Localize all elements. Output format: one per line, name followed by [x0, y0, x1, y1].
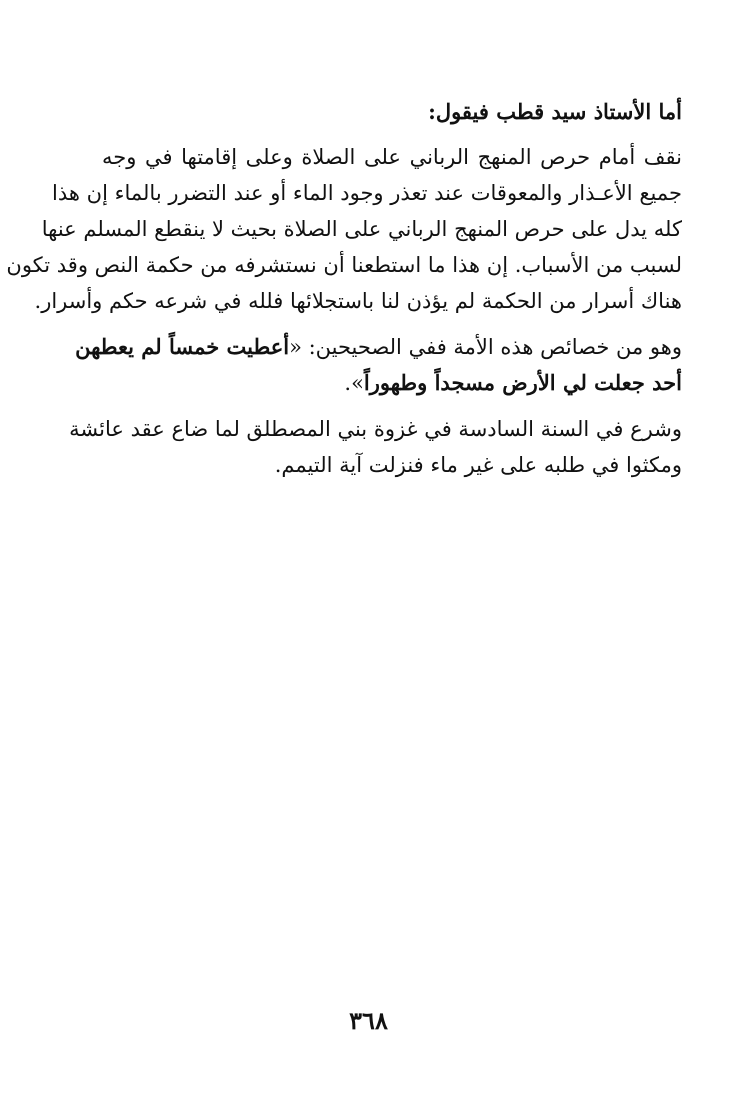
paragraph-3-line-2: ومكثوا في طلبه على غير ماء فنزلت آية التيمم.	[274, 453, 682, 477]
paragraph-2-lead-text: وهو من خصائص هذه الأمة ففي الصحيحين: «	[289, 335, 682, 359]
paragraph-1-line-2: جميع الأعـذار والمعوقات عند تعذر وجود الماء أو عند التضرر بالماء إن هذا	[52, 181, 682, 205]
paragraph-1-line-3: كله يدل على حرص المنهج الرباني على الصلاة بحيث لا ينقطع المسلم عنها	[41, 217, 682, 241]
paragraph-2-line-2	[344, 368, 682, 398]
paragraph-1-line-1	[52, 142, 682, 172]
paragraph-1-line-5: هناك أسرار من الحكمة لم يؤذن لنا باستجلائها فلله في شرعه حكم وأسرار.	[34, 289, 682, 313]
hadith-quote-close: ».	[344, 371, 364, 395]
hadith-quote-part-1: أعطيت خمساً لم يعطهن	[75, 334, 290, 359]
page-number: ٣٦٨	[349, 1006, 388, 1035]
paragraph-1-line-1-text: نقف أمام حرص المنهج الرباني على الصلاة وعلى إقامتها في وجه	[102, 145, 682, 169]
paragraph-1-line-4: لسبب من الأسباب. إن هذا ما استطعنا أن نستشرفه من حكمة النص وقد تكون	[6, 253, 682, 277]
paragraph-3-line-1: وشرع في السنة السادسة في غزوة بني المصطلق لما ضاع عقد عائشة	[69, 417, 682, 441]
section-heading: أما الأستاذ سيد قطب فيقول:	[428, 99, 682, 124]
paragraph-2-line-1	[75, 332, 682, 362]
hadith-quote-part-2: أحد جعلت لي الأرض مسجداً وطهوراً	[363, 370, 682, 395]
